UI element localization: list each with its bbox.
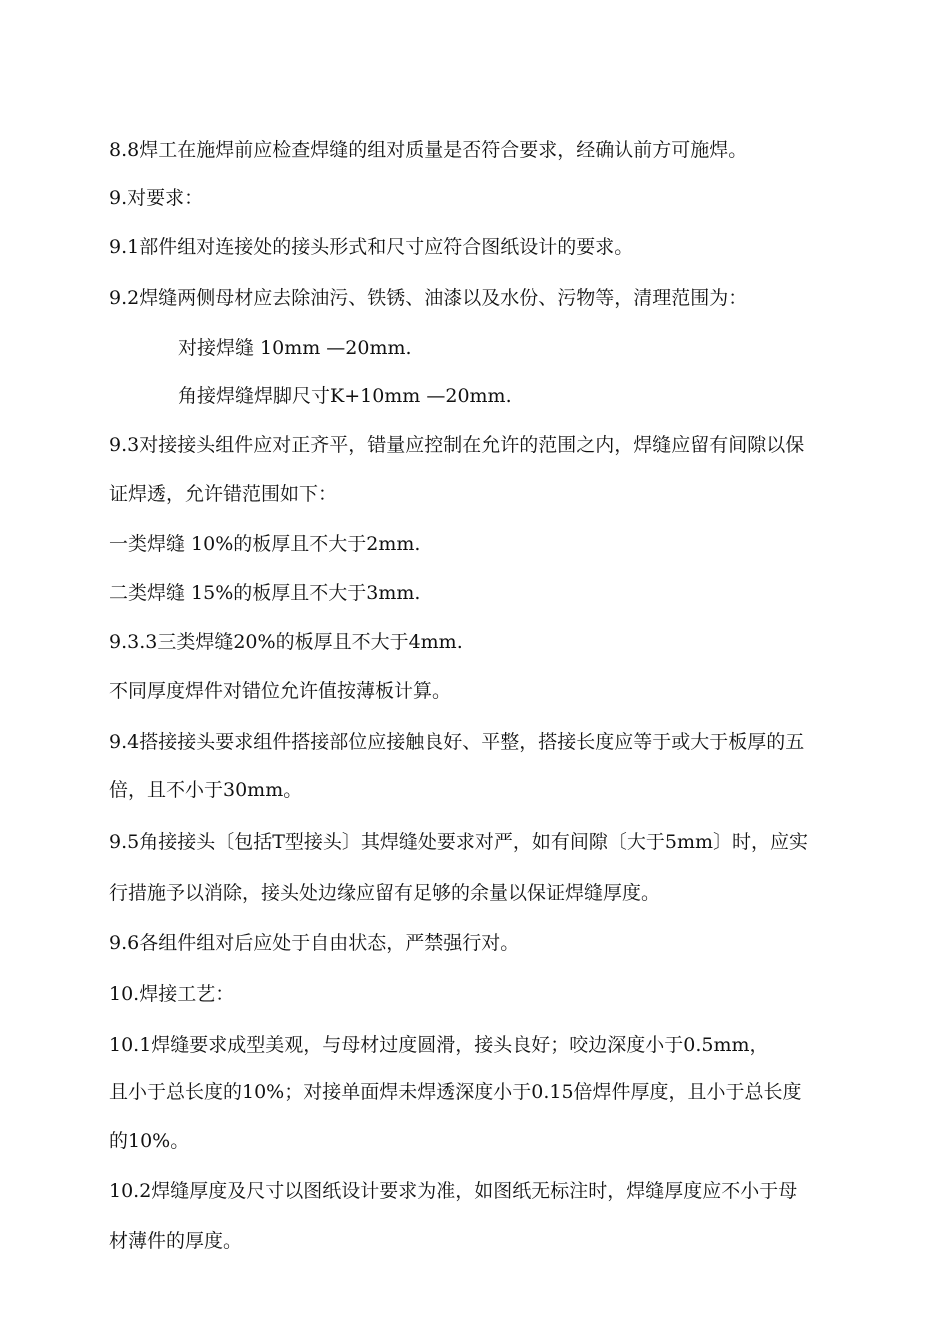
paragraph-10-2-line-2: 材薄件的厚度。: [109, 1230, 243, 1252]
butt-weld-cleaning-range: 对接焊缝 10mm —20mm.: [178, 337, 412, 359]
section-9-heading: 9.对要求：: [109, 187, 204, 209]
paragraph-9-5-line-1: 9.5角接接头〔包括T型接头〕其焊缝处要求对严，如有间隙〔大于5mm〕时，应实: [109, 831, 809, 853]
paragraph-9-5-line-2: 行措施予以消除，接头处边缘应留有足够的余量以保证焊缝厚度。: [109, 882, 661, 904]
paragraph-9-1: 9.1部件组对连接处的接头形式和尺寸应符合图纸设计的要求。: [109, 236, 634, 258]
paragraph-10-1-line-3: 的10%。: [109, 1130, 190, 1152]
paragraph-10-1-line-2: 且小于总长度的10%；对接单面焊未焊透深度小于0.15倍焊件厚度，且小于总长度: [109, 1081, 802, 1103]
paragraph-10-1-line-1: 10.1焊缝要求成型美观，与母材过度圆滑，接头良好；咬边深度小于0.5mm，: [109, 1034, 769, 1056]
fillet-weld-cleaning-range: 角接焊缝焊脚尺寸K+10mm —20mm.: [178, 385, 512, 407]
paragraph-9-4-line-2: 倍，且不小于30mm。: [109, 779, 303, 801]
paragraph-9-3-line-1: 9.3对接接头组件应对正齐平，错量应控制在允许的范围之内，焊缝应留有间隙以保: [109, 434, 805, 456]
class-2-weld-tolerance: 二类焊缝 15%的板厚且不大于3mm.: [109, 582, 421, 604]
paragraph-9-6: 9.6各组件组对后应处于自由状态，严禁强行对。: [109, 932, 520, 954]
paragraph-9-4-line-1: 9.4搭接接头要求组件搭接部位应接触良好、平整，搭接长度应等于或大于板厚的五: [109, 731, 805, 753]
paragraph-8-8: 8.8焊工在施焊前应检查焊缝的组对质量是否符合要求，经确认前方可施焊。: [109, 139, 748, 161]
section-10-heading: 10.焊接工艺：: [109, 983, 235, 1005]
paragraph-9-3-3: 9.3.3三类焊缝20%的板厚且不大于4mm.: [109, 631, 463, 653]
paragraph-9-3-line-2: 证焊透，允许错范围如下：: [109, 483, 338, 505]
class-1-weld-tolerance: 一类焊缝 10%的板厚且不大于2mm.: [109, 533, 421, 555]
paragraph-9-2: 9.2焊缝两侧母材应去除油污、铁锈、油漆以及水份、污物等，清理范围为：: [109, 287, 748, 309]
paragraph-10-2-line-1: 10.2焊缝厚度及尺寸以图纸设计要求为准，如图纸无标注时，焊缝厚度应不小于母: [109, 1180, 798, 1202]
thickness-note: 不同厚度焊件对错位允许值按薄板计算。: [109, 680, 452, 702]
